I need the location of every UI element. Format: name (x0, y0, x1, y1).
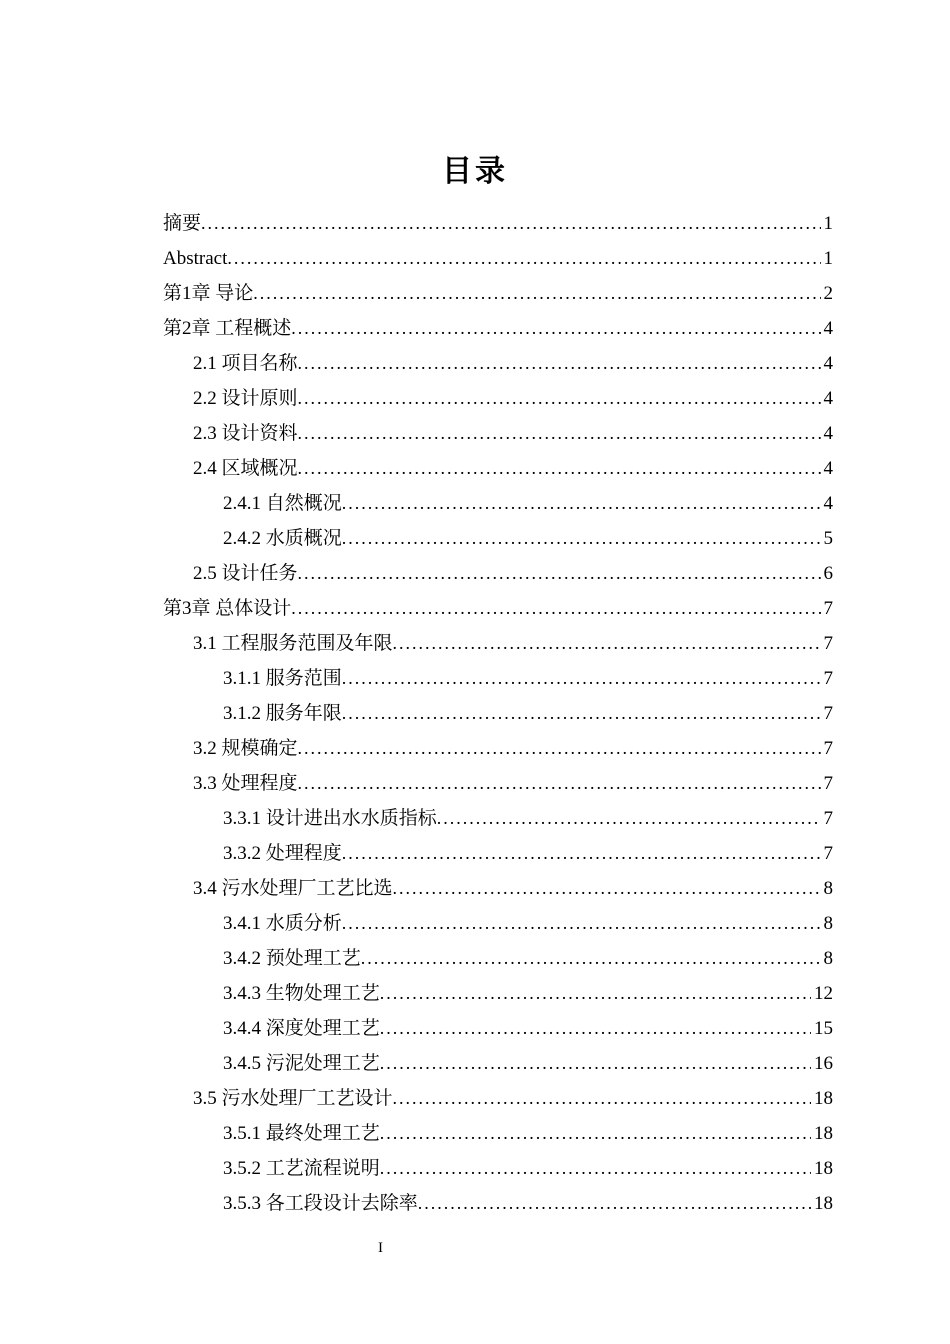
dot-leader (437, 801, 821, 836)
dot-leader (342, 661, 821, 696)
toc-entry-page: 5 (823, 528, 833, 549)
toc-entry-page: 4 (823, 493, 833, 514)
toc-entry-label: 第2章 工程概述 (163, 318, 292, 339)
toc-entry-label: 3.4.4 深度处理工艺 (223, 1018, 380, 1039)
toc-entry[interactable] (163, 766, 833, 801)
dot-leader (298, 731, 821, 766)
toc-entry-page: 18 (814, 1158, 833, 1179)
toc-entry-page: 7 (823, 633, 833, 654)
dot-leader (298, 451, 821, 486)
toc-entry-page: 18 (814, 1088, 833, 1109)
toc-entry-page: 1 (823, 248, 833, 269)
dot-leader (342, 906, 821, 941)
dot-leader (298, 766, 821, 801)
dot-leader (298, 556, 821, 591)
toc-entry-page: 7 (823, 703, 833, 724)
toc-entry-page: 8 (823, 913, 833, 934)
table-of-contents (163, 206, 833, 1221)
toc-entry[interactable] (163, 556, 833, 591)
toc-entry-page: 7 (823, 843, 833, 864)
toc-entry[interactable] (163, 836, 833, 871)
toc-entry-page: 4 (823, 388, 833, 409)
toc-entry[interactable] (163, 871, 833, 906)
toc-entry[interactable] (163, 591, 833, 626)
dot-leader (342, 486, 821, 521)
toc-entry-label: Abstract (163, 248, 228, 269)
toc-entry[interactable] (163, 486, 833, 521)
toc-entry-label: 3.2 规模确定 (193, 738, 298, 759)
toc-entry-label: 3.4.2 预处理工艺 (223, 948, 361, 969)
toc-entry-label: 2.3 设计资料 (193, 423, 298, 444)
dot-leader (291, 591, 820, 626)
dot-leader (227, 241, 820, 276)
toc-entry-page: 8 (823, 948, 833, 969)
toc-entry-page: 7 (823, 598, 833, 619)
dot-leader (298, 381, 821, 416)
toc-entry[interactable] (163, 521, 833, 556)
toc-entry[interactable] (163, 311, 833, 346)
toc-entry-page: 12 (814, 983, 833, 1004)
dot-leader (380, 1116, 811, 1151)
toc-entry[interactable] (163, 801, 833, 836)
toc-entry[interactable] (163, 731, 833, 766)
toc-entry-label: 3.5.2 工艺流程说明 (223, 1158, 380, 1179)
toc-entry-label: 2.1 项目名称 (193, 353, 298, 374)
toc-entry-label: 2.5 设计任务 (193, 563, 298, 584)
toc-entry-label: 3.5.1 最终处理工艺 (223, 1123, 380, 1144)
dot-leader (418, 1186, 811, 1221)
toc-entry[interactable] (163, 451, 833, 486)
dot-leader (380, 1046, 811, 1081)
toc-entry-page: 18 (814, 1123, 833, 1144)
dot-leader (393, 626, 821, 661)
toc-entry[interactable] (163, 241, 833, 276)
toc-entry-label: 3.1.2 服务年限 (223, 703, 342, 724)
toc-entry-page: 7 (823, 668, 833, 689)
toc-entry[interactable] (163, 1116, 833, 1151)
toc-entry-label: 第3章 总体设计 (163, 598, 292, 619)
toc-entry-label: 3.4.5 污泥处理工艺 (223, 1053, 380, 1074)
dot-leader (380, 1151, 811, 1186)
toc-entry-page: 2 (823, 283, 833, 304)
toc-entry-page: 4 (823, 423, 833, 444)
toc-entry-page: 15 (814, 1018, 833, 1039)
toc-entry-label: 2.4 区域概况 (193, 458, 298, 479)
toc-entry[interactable] (163, 1011, 833, 1046)
toc-entry-label: 3.1.1 服务范围 (223, 668, 342, 689)
toc-entry-label: 3.4.1 水质分析 (223, 913, 342, 934)
page-title: 目录 (442, 155, 508, 188)
toc-entry[interactable] (163, 976, 833, 1011)
toc-entry-page: 1 (823, 213, 833, 234)
toc-entry[interactable] (163, 1046, 833, 1081)
toc-entry-label: 3.4.3 生物处理工艺 (223, 983, 380, 1004)
toc-entry-label: 3.1 工程服务范围及年限 (193, 633, 393, 654)
dot-leader (298, 346, 821, 381)
dot-leader (253, 276, 820, 311)
toc-entry-label: 3.5 污水处理厂工艺设计 (193, 1088, 393, 1109)
toc-entry[interactable] (163, 696, 833, 731)
toc-entry-page: 7 (823, 738, 833, 759)
dot-leader (361, 941, 821, 976)
toc-entry-page: 7 (823, 773, 833, 794)
toc-entry-page: 4 (823, 318, 833, 339)
toc-entry-label: 2.2 设计原则 (193, 388, 298, 409)
dot-leader (393, 1081, 811, 1116)
toc-entry[interactable] (163, 416, 833, 451)
toc-entry[interactable] (163, 276, 833, 311)
toc-entry-page: 18 (814, 1193, 833, 1214)
toc-entry[interactable] (163, 941, 833, 976)
dot-leader (291, 311, 820, 346)
dot-leader (380, 976, 811, 1011)
toc-entry-page: 6 (823, 563, 833, 584)
toc-entry-page: 16 (814, 1053, 833, 1074)
toc-entry[interactable] (163, 381, 833, 416)
toc-entry-page: 4 (823, 458, 833, 479)
toc-entry[interactable] (163, 346, 833, 381)
toc-entry-page: 8 (823, 878, 833, 899)
toc-entry[interactable] (163, 1151, 833, 1186)
toc-entry-label: 3.3.2 处理程度 (223, 843, 342, 864)
footer-page-number: I (378, 1240, 383, 1256)
toc-entry-label: 3.5.3 各工段设计去除率 (223, 1193, 418, 1214)
toc-entry-label: 2.4.2 水质概况 (223, 528, 342, 549)
toc-entry[interactable] (163, 626, 833, 661)
dot-leader (342, 696, 821, 731)
toc-entry-label: 3.4 污水处理厂工艺比选 (193, 878, 393, 899)
toc-entry[interactable] (163, 1186, 833, 1221)
toc-entry[interactable] (163, 1081, 833, 1116)
dot-leader (393, 871, 821, 906)
dot-leader (342, 836, 821, 871)
dot-leader (298, 416, 821, 451)
dot-leader (201, 206, 820, 241)
dot-leader (342, 521, 821, 556)
toc-entry-label: 3.3.1 设计进出水水质指标 (223, 808, 437, 829)
toc-entry-label: 3.3 处理程度 (193, 773, 298, 794)
toc-entry[interactable] (163, 661, 833, 696)
toc-entry[interactable] (163, 206, 833, 241)
toc-entry[interactable] (163, 906, 833, 941)
toc-entry-page: 7 (823, 808, 833, 829)
dot-leader (380, 1011, 811, 1046)
toc-entry-label: 2.4.1 自然概况 (223, 493, 342, 514)
toc-entry-label: 摘要 (163, 213, 202, 234)
toc-entry-page: 4 (823, 353, 833, 374)
toc-entry-label: 第1章 导论 (163, 283, 254, 304)
